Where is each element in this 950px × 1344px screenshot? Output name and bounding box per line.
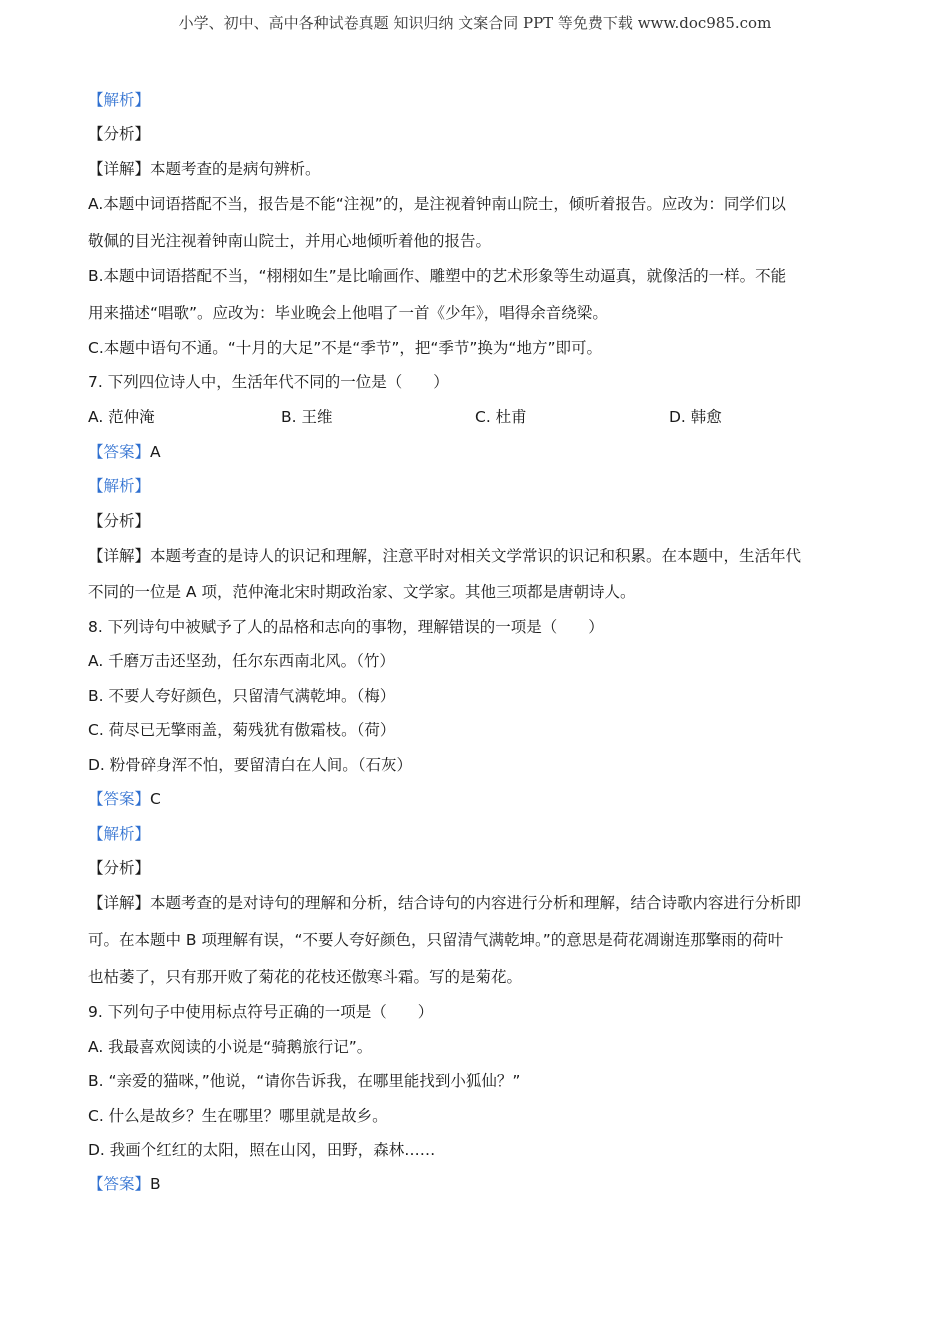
q6-option-b-line1: B.本题中词语搭配不当，“栩栩如生”是比喻画作、雕塑中的艺术形象等生动逼真，就像活的一样。不能 <box>88 267 787 285</box>
q7-option-c: C. 杜甫 <box>475 408 527 426</box>
page-header: 小学、初中、高中各种试卷真题 知识归纳 文案合同 PPT 等免费下载 www.doc985.com <box>178 14 772 32</box>
q8-option-d: D. 粉骨碎身浑不怕，要留清白在人间。（石灰） <box>88 756 413 774</box>
q8-answer-value: C <box>150 790 161 808</box>
q8-option-a: A. 千磨万击还坚劲，任尔东西南北风。（竹） <box>88 652 395 670</box>
q6-xiangjie <box>88 159 321 179</box>
q9-option-a: A. 我最喜欢阅读的小说是“骑鹅旅行记”。 <box>88 1038 373 1056</box>
q8-detail-line1 <box>88 893 801 913</box>
q7-answer-value: A <box>150 443 161 461</box>
q7-detail-text1: 本题考查的是诗人的识记和理解，注意平时对相关文学常识的识记和积累。在本题中，生活年代 <box>150 547 802 565</box>
q8-option-b: B. 不要人夸好颜色，只留清气满乾坤。（梅） <box>88 687 396 705</box>
q7-answer <box>88 442 161 462</box>
jiexi-tag: 【解析】 <box>88 477 151 495</box>
q6-option-b-line2: 用来描述“唱歌”。应改为：毕业晚会上他唱了一首《少年》，唱得余音绕梁。 <box>88 304 608 322</box>
xiangjie-tag: 【详解】 <box>88 547 151 565</box>
q7-detail-line1 <box>88 546 801 566</box>
q8-detail-line3: 也枯萎了，只有那开败了菊花的花枝还傲寒斗霜。写的是菊花。 <box>88 968 523 986</box>
jiexi-tag: 【解析】 <box>88 825 151 843</box>
q7-option-a: A. 范仲淹 <box>88 408 155 426</box>
q8-answer <box>88 789 161 809</box>
fenxi-tag: 【分析】 <box>88 512 151 530</box>
q9-option-d: D. 我画个红红的太阳，照在山冈，田野，森林…… <box>88 1141 436 1159</box>
q9-answer-value: B <box>150 1175 161 1193</box>
q7-detail-line2: 不同的一位是 A 项，范仲淹北宋时期政治家、文学家。其他三项都是唐朝诗人。 <box>88 583 636 601</box>
q8-detail-line2: 可。在本题中 B 项理解有误，“不要人夸好颜色，只留清气满乾坤。”的意思是荷花凋谢连那擎雨的荷叶 <box>88 931 784 949</box>
q7-stem: 7. 下列四位诗人中，生活年代不同的一位是（ ） <box>88 373 449 391</box>
answer-tag: 【答案】 <box>88 443 151 461</box>
xiangjie-tag: 【详解】 <box>88 894 151 912</box>
q9-stem: 9. 下列句子中使用标点符号正确的一项是（ ） <box>88 1003 434 1021</box>
q6-option-a-line2: 敬佩的目光注视着钟南山院士，并用心地倾听着他的报告。 <box>88 232 492 250</box>
fenxi-tag: 【分析】 <box>88 125 151 143</box>
q6-xiangjie-text: 本题考查的是病句辨析。 <box>150 160 321 178</box>
answer-tag: 【答案】 <box>88 790 151 808</box>
q6-option-a-line1: A.本题中词语搭配不当，报告是不能“注视”的，是注视着钟南山院士，倾听着报告。应改为：同学们以 <box>88 195 786 213</box>
q9-option-c: C. 什么是故乡？生在哪里？哪里就是故乡。 <box>88 1107 388 1125</box>
q8-detail-text1: 本题考查的是对诗句的理解和分析，结合诗句的内容进行分析和理解，结合诗歌内容进行分析即 <box>150 894 802 912</box>
q9-answer <box>88 1174 161 1194</box>
jiexi-tag: 【解析】 <box>88 91 151 109</box>
q9-option-b: B. “亲爱的猫咪，”他说，“请你告诉我，在哪里能找到小狐仙？” <box>88 1072 521 1090</box>
q8-stem: 8. 下列诗句中被赋予了人的品格和志向的事物，理解错误的一项是（ ） <box>88 618 604 636</box>
q7-option-d: D. 韩愈 <box>669 408 722 426</box>
q8-option-c: C. 荷尽已无擎雨盖，菊残犹有傲霜枝。（荷） <box>88 721 396 739</box>
q7-option-b: B. 王维 <box>281 408 333 426</box>
q6-option-c-line1: C.本题中语句不通。“十月的大足”不是“季节”，把“季节”换为“地方”即可。 <box>88 339 602 357</box>
fenxi-tag: 【分析】 <box>88 859 151 877</box>
answer-tag: 【答案】 <box>88 1175 151 1193</box>
xiangjie-tag: 【详解】 <box>88 160 151 178</box>
